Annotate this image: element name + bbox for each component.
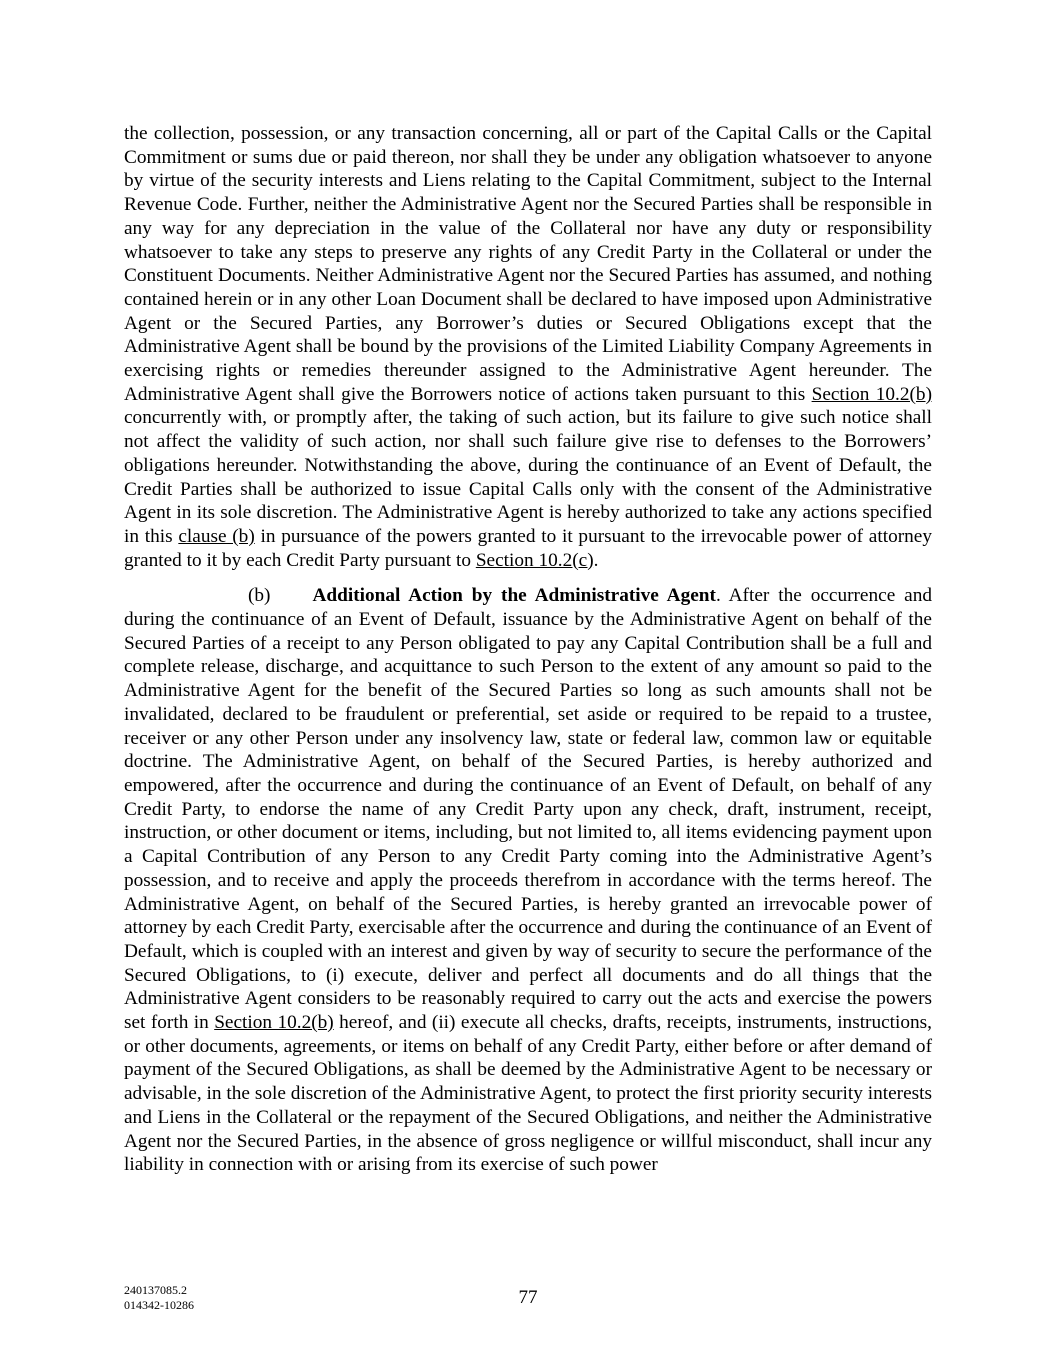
paragraph-continuation bbox=[124, 122, 932, 572]
paragraph-text: . bbox=[593, 549, 599, 571]
matter-number: 014342-10286 bbox=[124, 1298, 194, 1312]
section-reference: Section 10.2(c) bbox=[475, 549, 594, 571]
clause-heading: Additional Action by the Administrative Agent bbox=[312, 585, 716, 607]
clause-label: (b) bbox=[248, 585, 271, 607]
paragraph-text: in pursuance of the powers granted to it pursuant to the irrevocable power of attorney granted to it by each Credit Party pursuant to bbox=[124, 525, 932, 571]
page-number: 77 bbox=[518, 1287, 538, 1308]
paragraph-text: . After the occurrence and during the continuance of an Event of Default, issuance by the Administrative Agent on behalf of the Secured Parties of a receipt to any Person obligated to pay any Capital Contribution shall be a full and complete release, discharge, and acquittance to such Person to the extent of any amount so paid to the Administrative Agent for the benefit of the Secured Parties so long as such amounts shall not be invalidated, declared to be fraudulent or preferential, set aside or required to be repaid to a trustee, receiver or any other Person under any insolvency law, state or federal law, common law or equitable doctrine. The Administrative Agent, on behalf of the Secured Parties, is hereby authorized and empowered, after the occurrence and during the continuance of an Event of Default, on behalf of any Credit Party, to endorse the name of any Credit Party upon any check, draft, instrument, receipt, instruction, or other document or items, including, but not limited to, all items evidencing payment upon a Capital Contribution of any Person to any Credit Party coming into the Administrative Agent’s possession, and to receive and apply the proceeds therefrom in accordance with the terms hereof. The Administrative Agent, on behalf of the Secured Parties, is hereby granted an irrevocable power of attorney by each Credit Party, exercisable after the occurrence and during the continuance of an Event of Default, which is coupled with an interest and given by way of security to secure the performance of the Secured Obligations, to (i) execute, deliver and perfect all documents and do all things that the Administrative Agent considers to be reasonably required to carry out the acts and exercise the powers set forth in bbox=[124, 585, 933, 1034]
document-body bbox=[124, 122, 932, 1177]
paragraph-b bbox=[124, 584, 932, 1177]
paragraph-text: the collection, possession, or any transaction concerning, all or part of the Capital Calls or the Capital Commitment or sums due or paid thereon, nor shall they be under any obligation whatsoever to anyone by virtue of the security interests and Liens relating to the Capital Commitment, subject to the Internal Revenue Code. Further, neither the Administrative Agent nor the Secured Parties shall be responsible in any way for any depreciation in the value of the Collateral nor have any duty or responsibility whatsoever to take any steps to preserve any rights of any Credit Party in the Collateral or under the Constituent Documents. Neither Administrative Agent nor the Secured Parties has assumed, and nothing contained herein or in any other Loan Document shall be declared to have imposed upon Administrative Agent or the Secured Parties, any Borrower’s duties or Secured Obligations except that the Administrative Agent shall be bound by the provisions of the Limited Liability Company Agreements in exercising rights or remedies thereunder assigned to the Administrative Agent hereunder. The Administrative Agent shall give the Borrowers notice of actions taken pursuant to this bbox=[124, 123, 932, 405]
clause-reference: clause (b) bbox=[178, 525, 255, 547]
document-number: 240137085.2 bbox=[124, 1283, 187, 1297]
paragraph-text: concurrently with, or promptly after, the taking of such action, but its failure to give such notice shall not affect the validity of such action, nor shall such failure give rise to defenses to the Borrowers’ obligations hereunder. Notwithstanding the above, during the continuance of an Event of Default, the Credit Parties shall be authorized to issue Capital Calls only with the consent of the Administrative Agent in its sole discretion. The Administrative Agent is hereby authorized to take any actions specified in this bbox=[124, 407, 932, 547]
section-reference: Section 10.2(b) bbox=[214, 1012, 334, 1034]
section-reference: Section 10.2(b) bbox=[811, 383, 932, 405]
document-id-footer bbox=[124, 1283, 194, 1313]
paragraph-text: hereof, and (ii) execute all checks, drafts, receipts, instruments, instructions, or other documents, agreements, or items on behalf of any Credit Party, either before or after demand of payment of the Secured Obligations, as shall be deemed by the Administrative Agent to be necessary or advisable, in the sole discretion of the Administrative Agent, to protect the first priority security interests and Liens in the Collateral or the repayment of the Secured Obligations, and neither the Administrative Agent nor the Secured Parties, in the absence of gross negligence or willful misconduct, shall incur any liability in connection with or arising from its exercise of such power bbox=[124, 1012, 932, 1176]
